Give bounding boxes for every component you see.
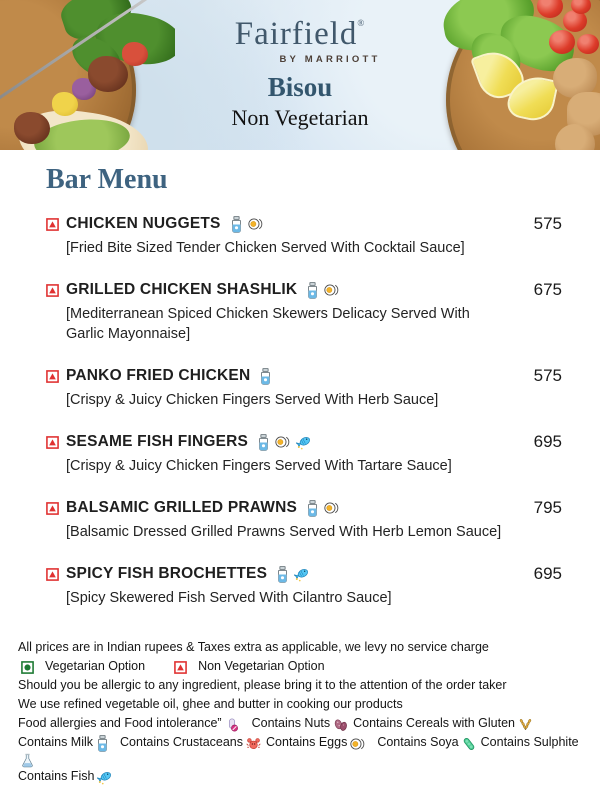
menu-item [46, 498, 562, 542]
venue-title: Bisou [267, 72, 333, 102]
milk-icon [257, 434, 270, 451]
egg-icon [324, 501, 340, 515]
item-price: 795 [533, 498, 562, 517]
fish-icon [294, 567, 310, 582]
non-veg-icon [46, 568, 59, 581]
brand-logo: Fairfield® [234, 16, 366, 52]
menu-type-subtitle: Non Vegetarian [231, 105, 369, 130]
item-price: 675 [533, 280, 562, 299]
veg-icon [21, 661, 34, 674]
milk-icon [306, 500, 319, 517]
legend-line [18, 657, 590, 676]
item-price: 695 [533, 564, 562, 583]
menu-item [46, 564, 562, 608]
menu-item-list [46, 214, 562, 608]
egg-icon [324, 283, 340, 297]
egg-icon [350, 737, 366, 751]
footer-notes [0, 630, 600, 786]
veg-legend: Vegetarian Option [18, 657, 145, 676]
item-allergen-icons [230, 216, 264, 233]
fish-icon [97, 770, 113, 785]
milk-icon [306, 282, 319, 299]
item-allergen-icons [276, 566, 310, 583]
menu-item [46, 280, 562, 344]
non-veg-icon [46, 370, 59, 383]
item-description: [Crispy & Juicy Chicken Fingers Served With Herb Sauce] [66, 392, 439, 408]
trademark-symbol: ® [357, 18, 366, 28]
soya-icon [462, 737, 476, 751]
item-name: GRILLED CHICKEN SHASHLIK [66, 281, 298, 298]
item-name: PANKO FRIED CHICKEN [66, 367, 251, 384]
item-allergen-icons [257, 434, 312, 451]
crab-icon [246, 737, 261, 750]
item-allergen-icons [306, 500, 340, 517]
header-banner [0, 0, 600, 150]
item-allergen-icons [306, 282, 340, 299]
item-allergen-icons [259, 368, 272, 385]
milk-icon [230, 216, 243, 233]
sulphite-flask-icon [21, 753, 34, 768]
item-description: [Balsamic Dressed Grilled Prawns Served With Herb Lemon Sauce] [66, 524, 502, 540]
allergen-legend-line-1: Food allergies and Food intolerance” Contains Nuts Contains Cereals with Gluten [18, 714, 590, 733]
item-price: 695 [533, 432, 562, 451]
prices-note: All prices are in Indian rupees & Taxes extra as applicable, we levy no service charge [18, 640, 489, 654]
non-veg-icon [46, 436, 59, 449]
menu-item [46, 366, 562, 410]
non-veg-icon [174, 661, 187, 674]
wheat-gluten-icon [518, 718, 533, 732]
item-price: 575 [533, 214, 562, 233]
nonveg-legend: Non Vegetarian Option [171, 657, 324, 676]
item-price: 575 [533, 366, 562, 385]
item-name: CHICKEN NUGGETS [66, 215, 221, 232]
milk-icon [259, 368, 272, 385]
oil-note: We use refined vegetable oil, ghee and butter in cooking our products [18, 697, 403, 711]
egg-icon [248, 217, 264, 231]
fish-icon [296, 435, 312, 450]
item-name: SPICY FISH BROCHETTES [66, 565, 268, 582]
allergy-note: Should you be allergic to any ingredient, please bring it to the attention of the order taker [18, 678, 507, 692]
nuts-icon [333, 718, 348, 732]
item-description: [Spicy Skewered Fish Served With Cilantro Sauce] [66, 590, 392, 606]
section-title: Bar Menu [46, 164, 168, 195]
allergy-icon [225, 718, 239, 732]
allergen-legend-line-3: Contains Fish [18, 767, 590, 786]
non-veg-icon [46, 284, 59, 297]
menu-item [46, 432, 562, 476]
brand-sub-logo: BY MARRIOTT [279, 54, 381, 65]
non-veg-icon [46, 218, 59, 231]
milk-icon [96, 735, 109, 752]
item-description: [Mediterranean Spiced Chicken Skewers Delicacy Served With Garlic Mayonnaise] [66, 306, 470, 342]
item-description: [Fried Bite Sized Tender Chicken Served With Cocktail Sauce] [66, 240, 465, 256]
milk-icon [276, 566, 289, 583]
allergen-legend-line-2: Contains Milk Contains Crustaceans Contains Eggs Contains Soya Contains Sulphite [18, 733, 590, 767]
non-veg-icon [46, 502, 59, 515]
egg-icon [275, 435, 291, 449]
item-description: [Crispy & Juicy Chicken Fingers Served With Tartare Sauce] [66, 458, 452, 474]
item-name: SESAME FISH FINGERS [66, 433, 249, 450]
item-name: BALSAMIC GRILLED PRAWNS [66, 499, 298, 516]
menu-item [46, 214, 562, 258]
